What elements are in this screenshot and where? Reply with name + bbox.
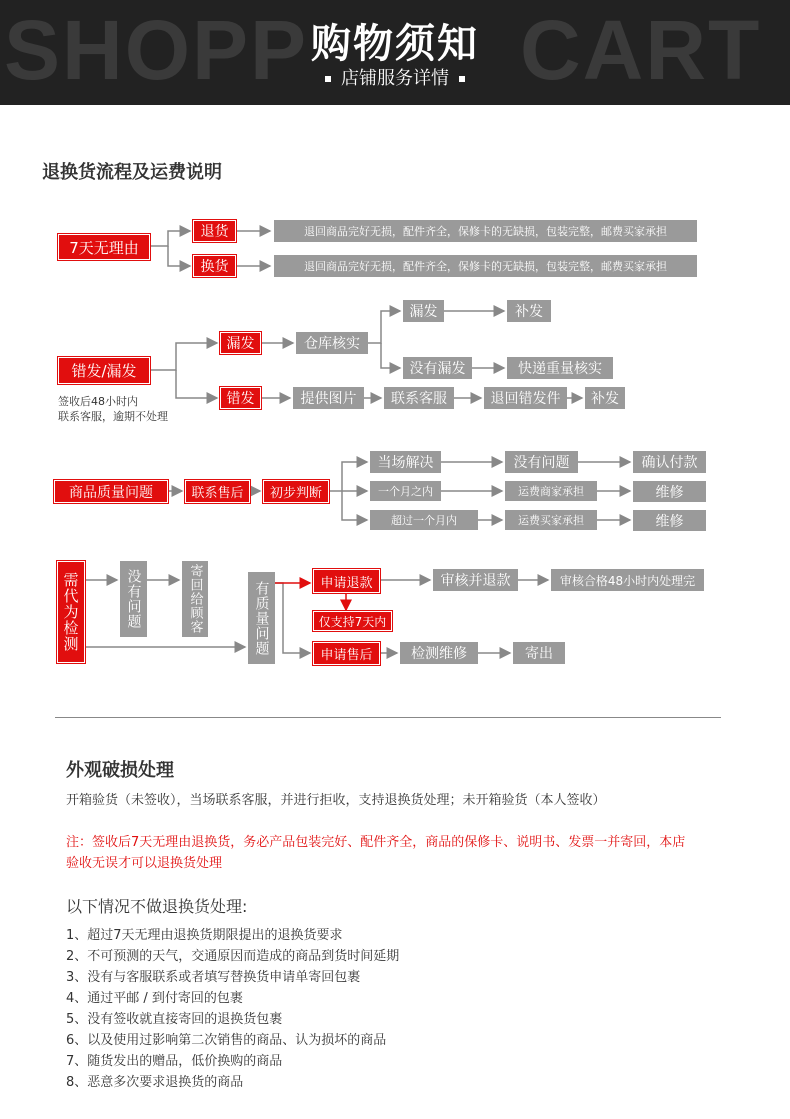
node-has-quality-issue: 有质量问题 (248, 572, 275, 664)
node-exchange-desc: 退回商品完好无损，配件齐全，保修卡的无缺损，包装完整，邮费买家承担 (274, 255, 697, 277)
list-item: 5、没有签收就直接寄回的退换货包裹 (66, 1012, 283, 1027)
page-subtitle (0, 64, 790, 90)
node-resend-1: 补发 (507, 300, 551, 322)
node-exchange: 换货 (193, 255, 236, 277)
page-title: 购物须知 (311, 21, 479, 67)
node-within-month: 一个月之内 (370, 481, 441, 501)
node-return-desc: 退回商品完好无损，配件齐全，保修卡的无缺损，包装完整，邮费买家承担 (274, 220, 697, 242)
section-divider (55, 717, 721, 718)
node-return: 退货 (193, 220, 236, 242)
node-repair-1: 维修 (633, 481, 706, 502)
node-contact-aftersale: 联系售后 (185, 480, 250, 503)
bullet-icon (325, 76, 331, 82)
list-item: 2、不可预测的天气，交通原因而造成的商品到货时间延期 (66, 949, 400, 964)
node-provide-photo: 提供图片 (293, 387, 364, 409)
section-title-damage: 外观破损处理 (66, 760, 174, 781)
header-bg-right: CART (520, 3, 762, 97)
node-7day-no-reason: 7天无理由 (58, 234, 150, 260)
node-missing: 漏发 (220, 332, 261, 354)
header-bg-left: SHOPP (4, 3, 309, 97)
node-only-7days: 仅支持7天内 (313, 611, 392, 631)
list-item: 7、随货发出的赠品，低价换购的商品 (66, 1054, 283, 1069)
section-title-flow: 退换货流程及运费说明 (42, 162, 222, 183)
node-return-wrong-item: 退回错发件 (484, 387, 567, 409)
list-item: 8、恶意多次要求退换货的商品 (66, 1075, 244, 1090)
node-apply-aftersale: 申请售后 (313, 642, 380, 665)
list-item: 1、超过7天无理由退换货期限提出的退换货要求 (66, 928, 343, 943)
node-inspect-repair: 检测维修 (400, 642, 478, 664)
notice-line-2: 验收无误才可以退换货处理 (66, 856, 223, 871)
page-subtitle-text: 店铺服务详情 (341, 68, 449, 89)
node-processed-48h: 审核合格48小时内处理完 (551, 569, 704, 591)
node-needs-inspection: 需代为检测 (57, 561, 85, 663)
node-ship-out: 寄出 (513, 642, 565, 664)
node-repair-2: 维修 (633, 510, 706, 531)
node-wrong-missing-note: 签收后48小时内 联系客服，逾期不处理 (58, 395, 168, 423)
node-send-back-customer: 寄回给顾客 (182, 561, 208, 637)
node-confirm-payment: 确认付款 (633, 451, 706, 473)
node-buyer-pays: 运费买家承担 (505, 510, 597, 530)
node-resend-2: 补发 (585, 387, 625, 409)
bullet-icon (459, 76, 465, 82)
list-item: 6、以及使用过影响第二次销售的商品、认为损坏的商品 (66, 1033, 387, 1048)
node-no-problem: 没有问题 (505, 451, 578, 473)
notice-line-1: 注：签收后7天无理由退换货，务必产品包装完好、配件齐全，商品的保修卡、说明书、发票一并寄回，本店 (66, 835, 686, 850)
node-apply-refund: 申请退款 (313, 569, 380, 593)
node-contact-service: 联系客服 (384, 387, 454, 409)
list-item: 4、通过平邮 / 到付寄回的包裹 (66, 991, 243, 1006)
node-over-month: 超过一个月内 (370, 510, 478, 530)
node-warehouse-verify: 仓库核实 (296, 332, 368, 354)
exclusions-heading: 以下情况不做退换货处理: (66, 897, 248, 916)
node-weight-check: 快递重量核实 (507, 357, 613, 379)
node-solve-on-spot: 当场解决 (370, 451, 441, 473)
node-not-missing: 没有漏发 (403, 357, 472, 379)
node-missing-confirmed: 漏发 (403, 300, 444, 322)
node-review-refund: 审核并退款 (433, 569, 518, 591)
list-item: 3、没有与客服联系或者填写替换货申请单寄回包裹 (66, 970, 361, 985)
node-no-problem-inspect: 没有问题 (120, 561, 147, 637)
node-quality-issue: 商品质量问题 (54, 480, 168, 503)
page-header (0, 0, 790, 105)
node-wrong-item: 错发 (220, 387, 261, 409)
damage-paragraph: 开箱验货（未签收），当场联系客服，并进行拒收，支持退换货处理；未开箱验货（本人签收） (66, 793, 606, 808)
node-initial-judgement: 初步判断 (263, 480, 329, 503)
exclusions-list (66, 925, 399, 1093)
node-wrong-missing: 错发/漏发 (58, 357, 150, 384)
node-seller-pays: 运费商家承担 (505, 481, 597, 501)
